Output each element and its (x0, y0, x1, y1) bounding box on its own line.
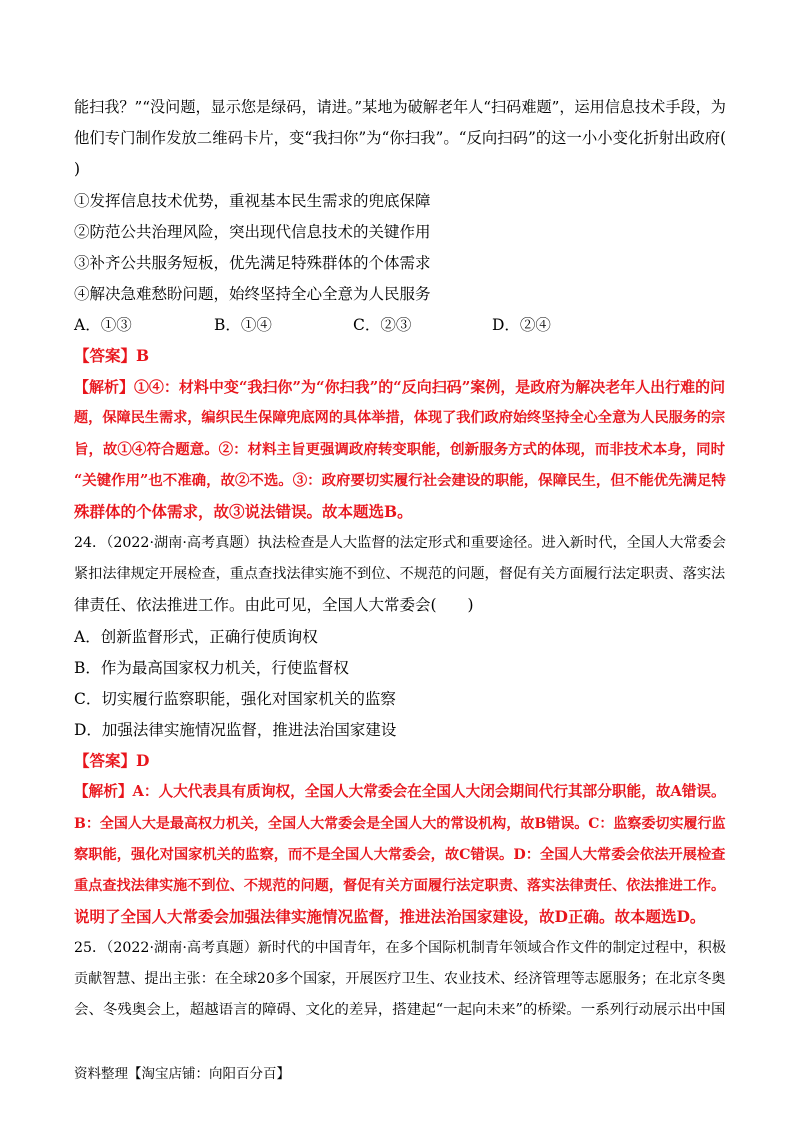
q24-analysis-line-1: 【解析】A：人大代表具有质询权，全国人大常委会在全国人大闭会期间代行其部分职能，故A错误。 (74, 783, 726, 800)
q24-stem-line-2: 紧扣法律规定开展检查，重点查找法律实施不到位、不规范的问题，督促有关方面履行法定职责、落实法 (74, 566, 726, 582)
q23-analysis-line-1: 【解析】①④：材料中变“我扫你”为“你扫我”的“反向扫码”案例，是政府为解决老年人出行难的问 (74, 378, 726, 396)
q23-analysis-line-5: 殊群体的个体需求，故③说法错误。故本题选B。 (74, 502, 413, 521)
q23-analysis-line-4: “关键作用”也不准确，故②不选。③：政府要切实履行社会建设的职能，保障民生，但不能优先满足特 (74, 472, 726, 489)
q24-option-a: A．创新监督形式，正确行使质询权 (74, 628, 318, 646)
q24-stem-line-1: 24．（2022·湖南·高考真题）执法检查是人大监督的法定形式和重要途径。进入新时代，全国人大常委会 (74, 535, 726, 551)
q24-analysis-line-3: 察职能，强化对国家机关的监察，而不是全国人大常委会，故C错误。D：全国人大常委会依法开展检查 (74, 847, 726, 863)
q25-stem-line-1: 25．（2022·湖南·高考真题）新时代的中国青年，在多个国际机制青年领域合作文件的制定过程中，积极 (74, 940, 726, 956)
q23-statement-1: ①发挥信息技术优势，重视基本民生需求的兜底保障 (74, 192, 431, 210)
q23-stem-line-2: 他们专门制作发放二维码卡片，变“我扫你”为“你扫我”。“反向扫码”的这一小小变化折射出政府( (74, 129, 727, 147)
q23-stem-line-3: ) (74, 160, 81, 178)
q24-analysis-line-5: 说明了全国人大常委会加强法律实施情况监督，推进法治国家建设，故D正确。故本题选D。 (74, 907, 706, 926)
q24-stem-line-3: 律责任、依法推进工作。由此可见，全国人大常委会( ) (74, 596, 474, 614)
q23-option-b: B．①④ (214, 316, 272, 334)
q24-answer: 【答案】D (74, 751, 150, 770)
q23-answer: 【答案】B (74, 346, 150, 365)
q25-stem-line-2: 贡献智慧、提出主张：在全球20多个国家，开展医疗卫生、农业技术、经济管理等志愿服务；在北京冬奥 (74, 971, 726, 987)
q24-analysis-line-4: 重点查找法律实施不到位、不规范的问题，督促有关方面履行法定职责、落实法律责任、依法推进工作。 (74, 878, 726, 894)
q23-statement-2: ②防范公共治理风险，突出现代信息技术的关键作用 (74, 223, 431, 241)
q23-stem-line-1: 能扫我？”“没问题，显示您是绿码，请进。”某地为破解老年人“扫码难题”，运用信息技术手段，为 (74, 98, 726, 116)
q25-stem-line-3: 会、冬残奥会上，超越语言的障碍、文化的差异，搭建起“一起向未来”的桥梁。一系列行动展示出中国 (74, 1002, 726, 1018)
q24-option-c: C．切实履行监察职能，强化对国家机关的监察 (74, 690, 396, 708)
q24-option-d: D．加强法律实施情况监督，推进法治国家建设 (74, 721, 397, 739)
q23-option-a: A．①③ (74, 316, 132, 334)
q24-option-b: B．作为最高国家权力机关，行使监督权 (74, 659, 349, 677)
page-footer: 资料整理【淘宝店铺：向阳百分百】 (74, 1066, 290, 1082)
q23-option-d: D．②④ (492, 316, 551, 334)
q23-statement-3: ③补齐公共服务短板，优先满足特殊群体的个体需求 (74, 254, 431, 272)
q23-analysis-line-2: 题，保障民生需求，编织民生保障兜底网的具体举措，体现了我们政府始终坚持全心全意为人民服务的宗 (74, 410, 726, 426)
q24-analysis-line-2: B：全国人大是最高权力机关，全国人大常委会是全国人大的常设机构，故B错误。C：监察委切实履行监 (74, 816, 726, 832)
q23-analysis-line-3: 旨，故①④符合题意。②：材料主旨更强调政府转变职能，创新服务方式的体现，而非技术本身，同时 (74, 441, 726, 458)
q23-statement-4: ④解决急难愁盼问题，始终坚持全心全意为人民服务 (74, 285, 431, 303)
q23-option-c: C．②③ (353, 316, 412, 334)
